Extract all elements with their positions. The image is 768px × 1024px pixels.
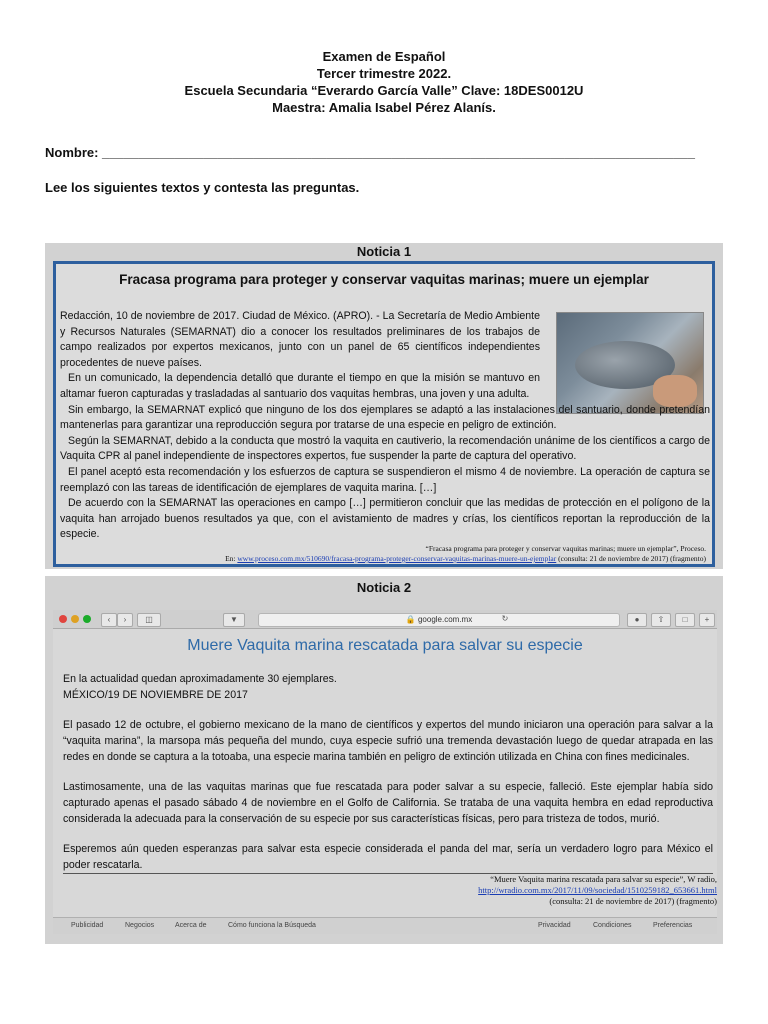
address-bar[interactable]	[258, 613, 620, 627]
instructions: Lee los siguientes textos y contesta las preguntas.	[45, 180, 360, 195]
news-1-paragraph: Según la SEMARNAT, debido a la conducta que mostró la vaquita en cautiverio, la recomendación unánime de los científicos a cargo de Vaquita CPR al panel independiente de inspectores expertos, fue suspender la parte de captura del operativo.	[60, 434, 710, 463]
news-2-paragraph: Esperemos aún queden esperanzas para salvar esta especie considerada el panda del mar, sería un verdadero logro para México el poder rescatarla.	[63, 841, 713, 874]
minimize-window-icon[interactable]	[71, 615, 79, 623]
footer-link-condiciones[interactable]: Condiciones	[593, 922, 632, 929]
news-1-panel	[45, 243, 723, 569]
teacher-name: Maestra: Amalia Isabel Pérez Alanís.	[272, 100, 496, 115]
news-1-label: Noticia 1	[356, 244, 412, 259]
news-2-headline: Muere Vaquita marina rescatada para salvar su especie	[187, 637, 583, 654]
news-2-paragraph: El pasado 12 de octubre, el gobierno mexicano de la mano de científicos y expertos del mundo iniciaron una operación para salvar a la “vaquita marina”, la marsopa más pequeña del mundo, cuya especie sufrió una tremenda devastación luego de quedar atrapada en las redes en donde se captura a la totoaba, una especie marina también en peligro de extinción utilizada en China con fines medicinales.	[63, 719, 713, 763]
news-1-citation-date: (consulta: 21 de noviembre de 2017) (fragmento)	[558, 554, 706, 563]
back-icon[interactable]: ‹	[101, 613, 117, 627]
news-2-subtitle: En la actualidad quedan aproximadamente 30 ejemplares.	[63, 673, 337, 685]
news-1-citation-title: “Fracasa programa para proteger y conservar vaquitas marinas; muere un ejemplar”, Proceso.	[425, 544, 706, 553]
news-1-source-link[interactable]: www.proceso.com.mx/510690/fracasa-programa-proteger-conservar-vaquitas-marinas-muere-un-ejemplar	[237, 554, 557, 563]
news-2-paragraph: Lastimosamente, una de las vaquitas marinas que fue rescatada para poder salvar a su especie, falleció. Este ejemplar había sido capturado apenas el pasado sábado 4 de noviembre en el Golfo de California. Se trataba de una vaquita hembra en edad reproductiva considerada la adecuada para la conservación de su especie por sus características físicas, pero para tristeza de todos, murió.	[63, 781, 713, 825]
browser-toolbar	[53, 610, 717, 629]
news-2-source-link[interactable]: http://wradio.com.mx/2017/11/09/sociedad/1510259182_653661.html	[478, 885, 717, 895]
exam-term: Tercer trimestre 2022.	[316, 66, 452, 81]
news-1-citation	[225, 544, 706, 564]
student-name-field[interactable]: Nombre: __________________________________________________________________________________	[45, 145, 695, 160]
news-2-label: Noticia 2	[356, 580, 412, 595]
school-name: Escuela Secundaria “Everardo García Valle” Clave: 18DES0012U	[184, 83, 584, 98]
news-2-citation-date: (consulta: 21 de noviembre de 2017) (fragmento)	[549, 896, 717, 906]
news-1-paragraph: El panel aceptó esta recomendación y los esfuerzos de captura se suspendieron el mismo 4 de noviembre. La operación de captura se reemplazó con las tareas de identificación de ejemplares de vaquita marina. […]	[60, 465, 710, 494]
news-1-paragraph: Sin embargo, la SEMARNAT explicó que ninguno de los dos ejemplares se adaptó a las instalaciones del santuario, donde pretendían mantenerlas para garantizar una reproducción segura por tratarse de una especie en peligro de extinción.	[60, 403, 710, 432]
news-1-citation-prefix: En:	[225, 554, 236, 563]
lock-icon: 🔒	[405, 615, 416, 624]
forward-icon[interactable]: ›	[117, 613, 133, 627]
footer-link-publicidad[interactable]: Publicidad	[71, 922, 104, 929]
download-icon[interactable]: ●	[627, 613, 647, 627]
news-1-paragraph: De acuerdo con la SEMARNAT las operaciones en campo […] permitieron concluir que las medidas de protección en el polígono de la vaquita han arrojado buenos resultados ya que, con el avistamiento de madres y crías, los científicos reportan la reproducción de la especie.	[60, 497, 710, 541]
news-1-body	[60, 309, 710, 543]
sidebar-icon[interactable]: ◫	[137, 613, 161, 627]
footer-link-preferencias[interactable]: Preferencias	[653, 922, 693, 929]
footer-link-como-funciona[interactable]: Cómo funciona la Búsqueda	[228, 922, 316, 929]
reload-icon[interactable]: ↻	[501, 614, 509, 623]
shield-icon[interactable]: ▼	[223, 613, 245, 627]
share-icon[interactable]: ⇧	[651, 613, 671, 627]
address-url: google.com.mx	[417, 615, 473, 624]
footer-link-privacidad[interactable]: Privacidad	[538, 922, 571, 929]
footer-link-negocios[interactable]: Negocios	[125, 922, 155, 929]
exam-title: Examen de Español	[322, 49, 446, 64]
news-1-paragraph: En un comunicado, la dependencia detalló que durante el tiempo en que la misión se mantuvo en altamar fueron capturadas y trasladadas al santuario dos vaquitas hembras, una joven y una adulta.	[60, 372, 540, 400]
maximize-window-icon[interactable]	[83, 615, 91, 623]
news-2-citation	[478, 874, 717, 907]
news-1-paragraph: Redacción, 10 de noviembre de 2017. Ciudad de México. (APRO). - La Secretaría de Medio Ambiente y Recursos Naturales (SEMARNAT) dio a conocer los resultados preliminares de los trabajos de campo realizados por expertos mexicanos, junto con un panel de 65 científicos independientes procedentes de nueve países.	[60, 310, 540, 369]
close-window-icon[interactable]	[59, 615, 67, 623]
news-2-webpage	[53, 629, 717, 917]
news-2-panel	[45, 576, 723, 944]
tabs-icon[interactable]: □	[675, 613, 695, 627]
news-2-citation-title: “Muere Vaquita marina rescatada para salvar su especie”, W radio,	[490, 874, 717, 884]
news-2-dateline: MÉXICO/19 DE NOVIEMBRE DE 2017	[63, 689, 248, 701]
browser-footer	[53, 917, 717, 934]
news-1-headline: Fracasa programa para proteger y conservar vaquitas marinas; muere un ejemplar	[119, 272, 649, 287]
new-tab-icon[interactable]: +	[699, 613, 715, 627]
news-1-article	[53, 261, 715, 567]
news-2-body	[63, 671, 713, 888]
footer-link-acerca[interactable]: Acerca de	[175, 922, 207, 929]
